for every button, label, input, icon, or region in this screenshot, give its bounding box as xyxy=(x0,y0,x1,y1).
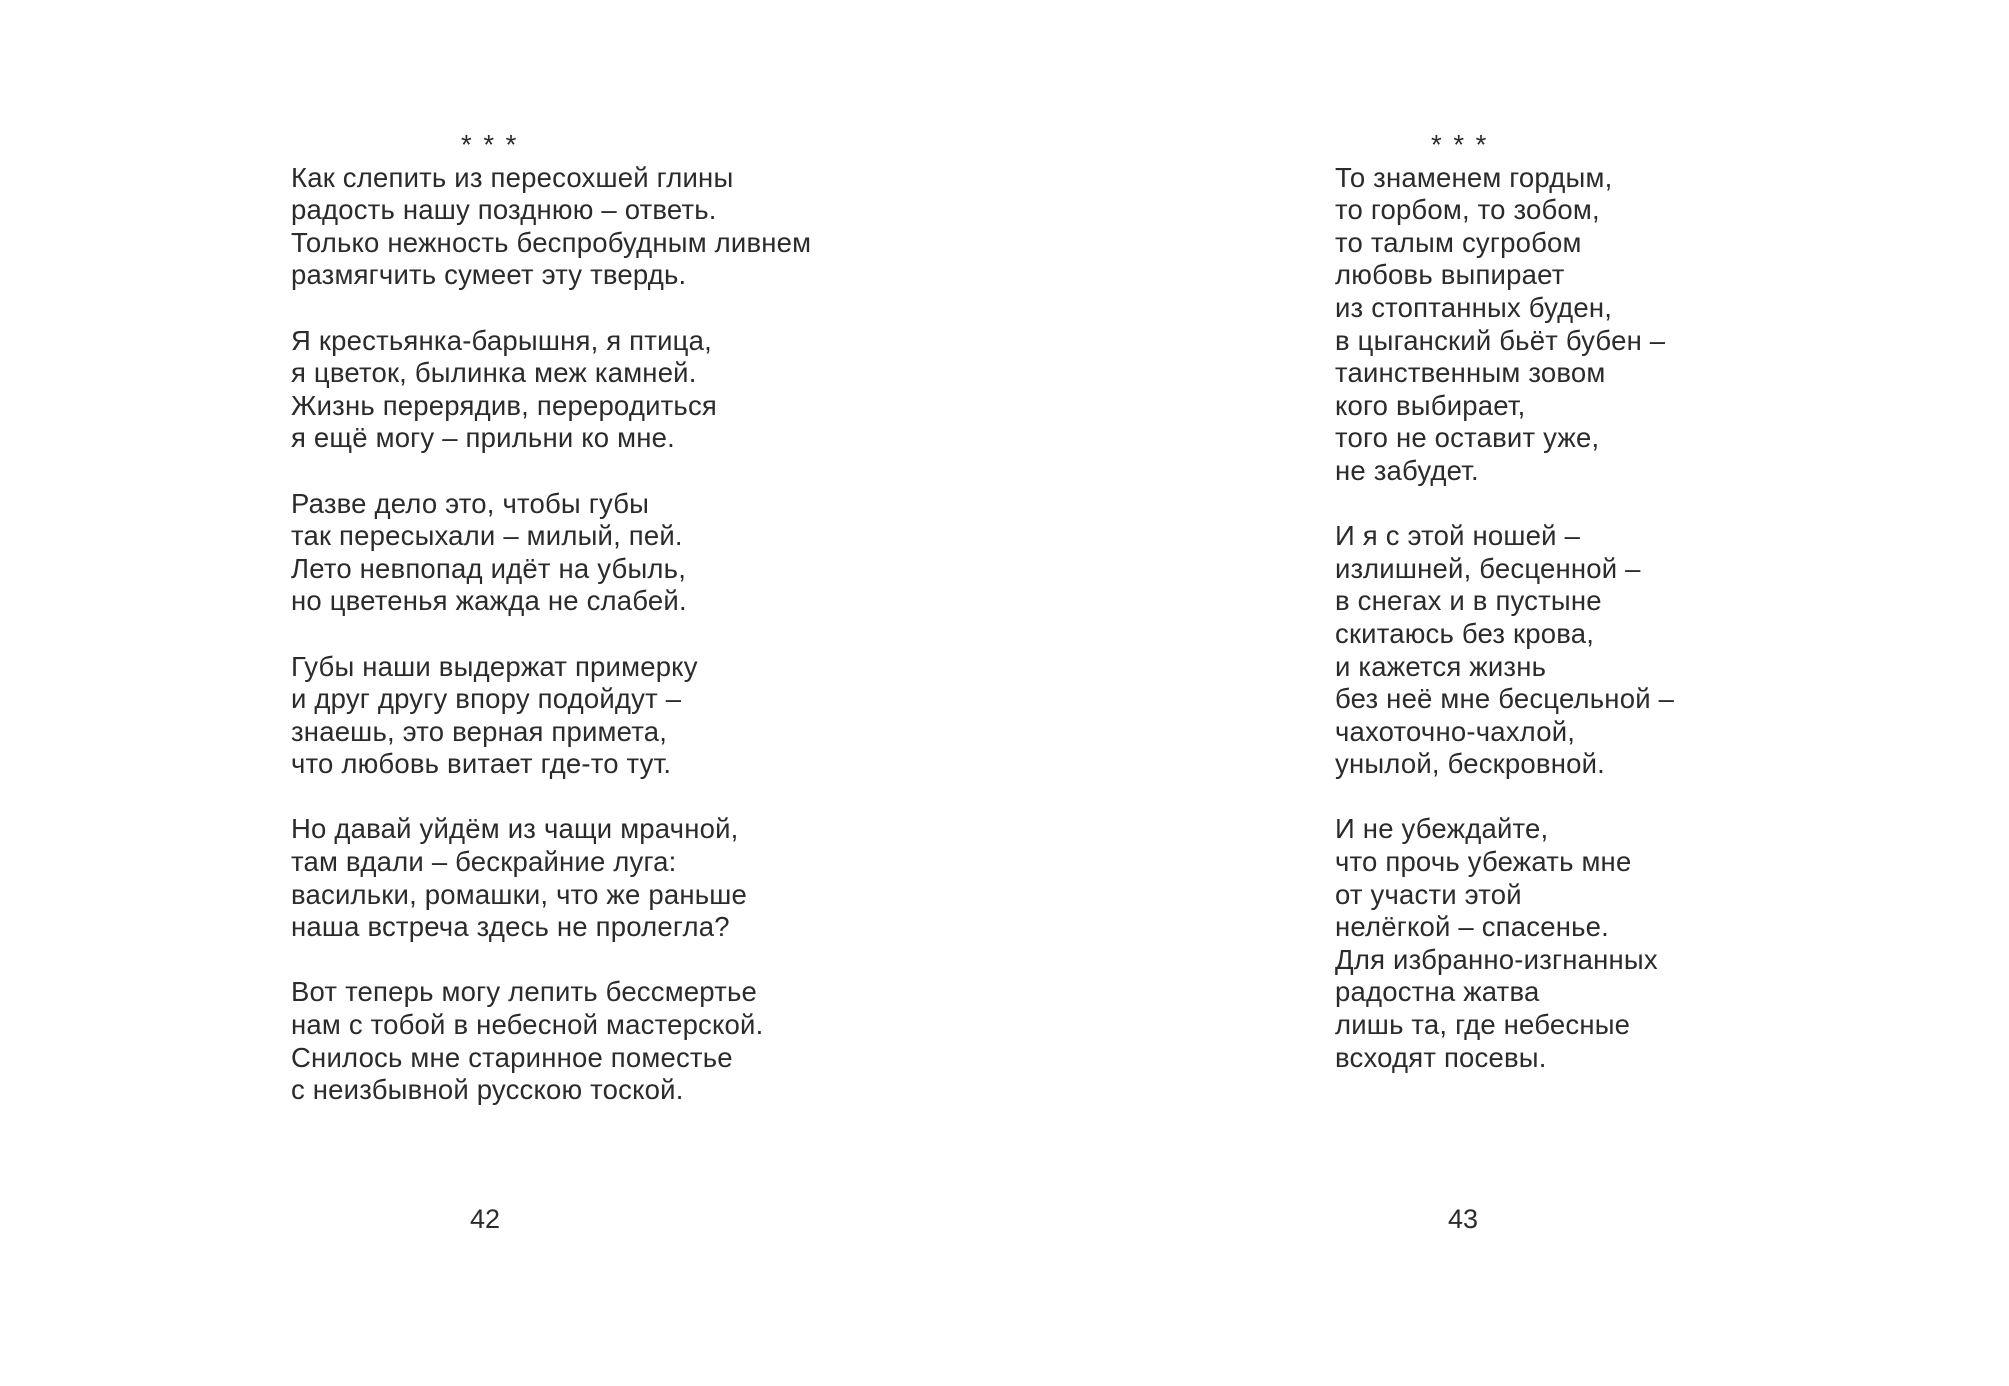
poem-line: с неизбывной русскою тоской. xyxy=(291,1074,684,1106)
poem-line: без неё мне бесцельной – xyxy=(1335,683,1675,715)
poem-line: Вот теперь могу лепить бессмертье xyxy=(291,976,758,1008)
poem-line: что прочь убежать мне xyxy=(1335,846,1632,878)
poem-line: от участи этой xyxy=(1335,878,1522,910)
poem-line: там вдали – бескрайние луга: xyxy=(291,846,677,878)
poem-line: я цветок, былинка меж камней. xyxy=(291,357,697,389)
page-number-right: 43 xyxy=(1447,1204,1479,1234)
poem-line: Губы наши выдержат примерку xyxy=(291,650,698,682)
stanza xyxy=(291,162,811,292)
poem-line: того не оставит уже, xyxy=(1335,422,1600,454)
stanza xyxy=(291,651,811,781)
stanza xyxy=(1335,162,1674,488)
poem-line: скитаюсь без крова, xyxy=(1335,617,1595,649)
poem-line: то талым сугробом xyxy=(1335,226,1582,258)
page-number-left: 42 xyxy=(469,1204,501,1234)
section-marker-right: * * * xyxy=(1431,129,1489,160)
poem-line: я ещё могу – прильни ко мне. xyxy=(291,422,675,454)
poem-line: унылой, бескровной. xyxy=(1335,748,1605,780)
poem-line: таинственным зовом xyxy=(1335,357,1606,389)
poem-line: чахоточно-чахлой, xyxy=(1335,715,1576,747)
poem-line: Лето невпопад идёт на убыль, xyxy=(291,552,687,584)
poem-line: Снилось мне старинное поместье xyxy=(291,1041,733,1073)
poem-line: И не убеждайте, xyxy=(1335,813,1549,845)
stanza xyxy=(291,976,811,1106)
section-marker-left: * * * xyxy=(461,129,519,160)
poem-line: Но давай уйдём из чащи мрачной, xyxy=(291,813,739,845)
poem-line: Только нежность беспробудным ливнем xyxy=(291,226,812,258)
poem-line: Я крестьянка-барышня, я птица, xyxy=(291,324,712,356)
stanza xyxy=(1335,813,1674,1074)
stanza xyxy=(291,813,811,943)
poem-line: любовь выпирает xyxy=(1335,259,1565,291)
poem-line: в цыганский бьёт бубен – xyxy=(1335,324,1666,356)
poem-line: всходят посевы. xyxy=(1335,1041,1547,1073)
poem-left xyxy=(291,162,811,1107)
poem-line: излишней, бесценной – xyxy=(1335,552,1641,584)
poem-line: васильки, ромашки, что же раньше xyxy=(291,878,748,910)
poem-line: в снегах и в пустыне xyxy=(1335,585,1602,617)
poem-line: что любовь витает где-то тут. xyxy=(291,748,672,780)
poem-line: так пересыхали – милый, пей. xyxy=(291,520,683,552)
stanza xyxy=(291,488,811,618)
poem-line: нелёгкой – спасенье. xyxy=(1335,911,1609,943)
poem-line: кого выбирает, xyxy=(1335,389,1526,421)
poem-right xyxy=(1335,162,1674,1075)
poem-line: не забудет. xyxy=(1335,454,1479,486)
poem-line: и кажется жизнь xyxy=(1335,650,1547,682)
poem-line: но цветенья жажда не слабей. xyxy=(291,585,687,617)
poem-line: Жизнь перерядив, переродиться xyxy=(291,389,717,421)
stanza xyxy=(291,325,811,455)
poem-line: радость нашу позднюю – ответь. xyxy=(291,194,717,226)
poem-line: знаешь, это верная примета, xyxy=(291,715,668,747)
poem-line: наша встреча здесь не пролегла? xyxy=(291,911,730,943)
poem-line: размягчить сумеет эту твердь. xyxy=(291,259,687,291)
poem-line: нам с тобой в небесной мастерской. xyxy=(291,1009,764,1041)
poem-line: И я с этой ношей – xyxy=(1335,520,1581,552)
poem-line: Для избранно-изгнанных xyxy=(1335,943,1658,975)
poem-line: Как слепить из пересохшей глины xyxy=(291,161,734,193)
poem-line: То знаменем гордым, xyxy=(1335,161,1613,193)
stanza xyxy=(1335,520,1674,781)
poem-line: то горбом, то зобом, xyxy=(1335,194,1600,226)
poem-line: радостна жатва xyxy=(1335,976,1540,1008)
poem-line: из стоптанных буден, xyxy=(1335,291,1613,323)
page-43 xyxy=(1335,129,1674,1074)
poem-line: и друг другу впору подойдут – xyxy=(291,683,682,715)
page-42 xyxy=(291,129,811,1107)
poem-line: Разве дело это, чтобы губы xyxy=(291,487,650,519)
poem-line: лишь та, где небесные xyxy=(1335,1009,1631,1041)
